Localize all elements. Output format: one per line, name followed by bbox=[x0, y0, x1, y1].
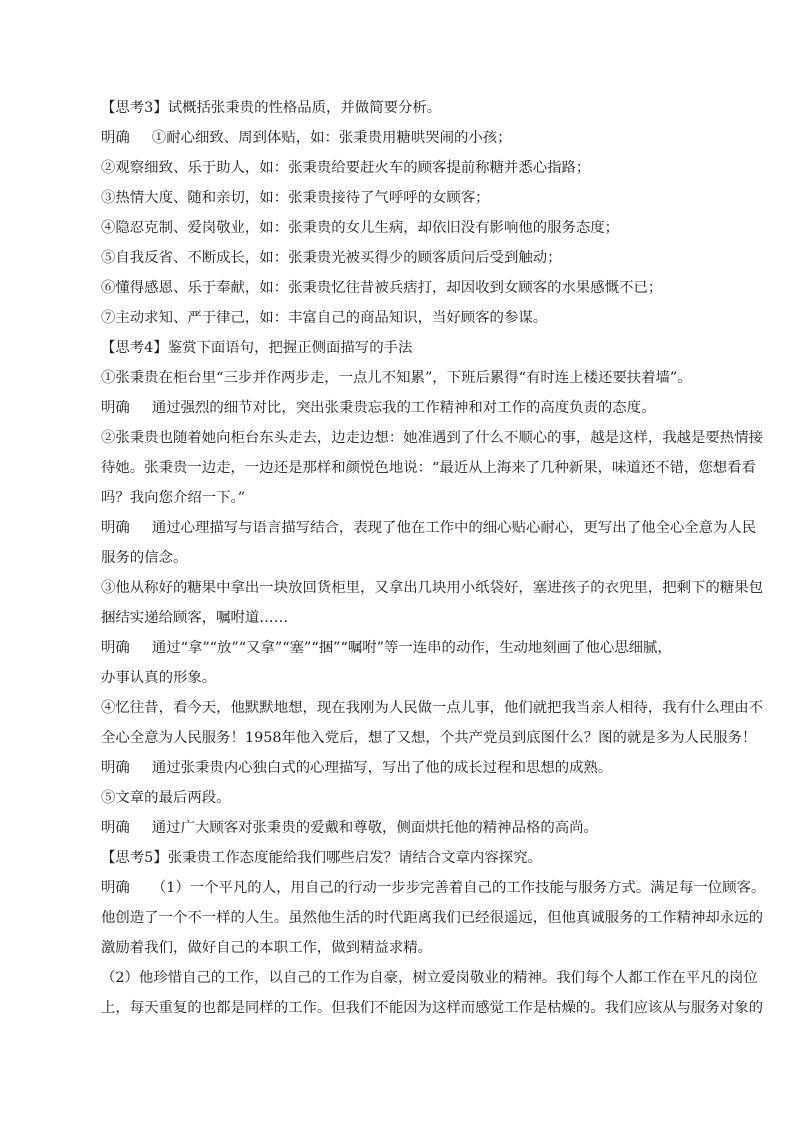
text-line: 服务的信念。 bbox=[101, 550, 188, 566]
text-line: 上，每天重复的也都是同样的工作。但我们不能因为这样而感觉工作是枯燥的。我们应该从与服务对象的 bbox=[101, 1000, 763, 1016]
answer-line bbox=[101, 128, 741, 148]
text-line: ②张秉贵也随着她向柜台东头走去，边走边想：她准遇到了什么不顺心的事，越是这样，我越是要热情接 bbox=[101, 430, 763, 446]
text-line: 捆结实递给顾客，嘱咐道…… bbox=[101, 610, 289, 626]
question-5-heading: 【思考5】张秉贵工作态度能给我们哪些启发？请结合文章内容探究。 bbox=[101, 850, 542, 866]
text-line: 办事认真的形象。 bbox=[101, 670, 217, 686]
answer-line bbox=[101, 518, 757, 538]
answer-label: 明确 bbox=[101, 760, 130, 776]
answer-line bbox=[101, 818, 741, 838]
answer-label: 明确 bbox=[101, 640, 130, 656]
answer-text: 通过强烈的细节对比，突出张秉贵忘我的工作精神和对工作的高度负责的态度。 bbox=[151, 400, 656, 416]
text-line: ①张秉贵在柜台里“三步并作两步走，一点儿不知累”，下班后累得“有时连上楼还要扶着墙”。 bbox=[101, 370, 692, 386]
question-4-heading: 【思考4】鉴赏下面语句，把握正侧面描写的手法 bbox=[101, 340, 413, 356]
answer-text: 通过张秉贵内心独白式的心理描写，写出了他的成长过程和思想的成熟。 bbox=[151, 760, 613, 776]
answer-text: ①耐心细致、周到体贴，如：张秉贵用糖哄哭闹的小孩； bbox=[151, 130, 512, 146]
answer-label: 明确 bbox=[101, 130, 130, 146]
text-line: ③他从称好的糖果中拿出一块放回货柜里，又拿出几块用小纸袋好，塞进孩子的衣兜里，把剩下的糖果包 bbox=[101, 580, 763, 596]
text-line: 待她。张秉贵一边走，一边还是那样和颜悦色地说：“最近从上海来了几种新果，味道还不错，您想看看 bbox=[101, 460, 756, 476]
answer-text: （1）一个平凡的人，用自己的行动一步步完善着自己的工作技能与服务方式。满足每一位顾客。 bbox=[151, 880, 766, 896]
answer-label: 明确 bbox=[101, 520, 130, 536]
question-3-heading: 【思考3】试概括张秉贵的性格品质，并做简要分析。 bbox=[101, 100, 442, 116]
text-line: ③热情大度、随和亲切，如：张秉贵接待了气呼呼的女顾客； bbox=[101, 190, 490, 206]
answer-label: 明确 bbox=[101, 820, 130, 836]
answer-label: 明确 bbox=[101, 400, 130, 416]
answer-text: 通过心理描写与语言描写结合，表现了他在工作中的细心贴心耐心，更写出了他全心全意为人民 bbox=[151, 520, 757, 536]
text-line: ④忆往昔，看今天，他默默地想，现在我刚为人民做一点儿事，他们就把我当亲人相待，我有什么理由不 bbox=[101, 700, 763, 716]
text-line: ⑤自我反省、不断成长，如：张秉贵光被买得少的顾客质问后受到触动； bbox=[101, 250, 562, 266]
answer-line bbox=[101, 758, 741, 778]
text-line: ②观察细致、乐于助人，如：张秉贵给要赶火车的顾客提前称糖并悉心指路； bbox=[101, 160, 591, 176]
answer-line bbox=[101, 638, 741, 658]
text-line: ⑥懂得感恩、乐于奉献，如：张秉贵忆往昔被兵痞打，却因收到女顾客的水果感慨不已； bbox=[101, 280, 663, 296]
text-line: （2）他珍惜自己的工作，以自己的工作为自豪，树立爱岗敬业的精神。我们每个人都工作在平凡的岗位 bbox=[101, 970, 758, 986]
answer-label: 明确 bbox=[101, 880, 130, 896]
text-line: 激励着我们，做好自己的本职工作，做到精益求精。 bbox=[101, 940, 432, 956]
text-line: 吗？我向您介绍一下。” bbox=[101, 490, 246, 506]
text-line: ⑦主动求知、严于律己，如：丰富自己的商品知识，当好顾客的参谋。 bbox=[101, 310, 548, 326]
answer-text: 通过“拿”“放”“又拿”“塞”“捆”“嘱咐”等一连串的动作，生动地刻画了他心思细腻， bbox=[151, 640, 672, 656]
text-line: 他创造了一个不一样的人生。虽然他生活的时代距离我们已经很遥远，但他真诚服务的工作精神却永远的 bbox=[101, 910, 763, 926]
answer-line bbox=[101, 398, 741, 418]
text-line: ⑤文章的最后两段。 bbox=[101, 790, 231, 806]
answer-text: 通过广大顾客对张秉贵的爱戴和尊敬，侧面烘托他的精神品格的高尚。 bbox=[151, 820, 598, 836]
text-line: ④隐忍克制、爱岗敬业，如：张秉贵的女儿生病，却依旧没有影响他的服务态度； bbox=[101, 220, 620, 236]
text-line: 全心全意为人民服务！1958年他入党后，想了又想，个共产党员到底图什么？图的就是多为人民服务！ bbox=[101, 730, 757, 746]
answer-line bbox=[101, 878, 766, 898]
